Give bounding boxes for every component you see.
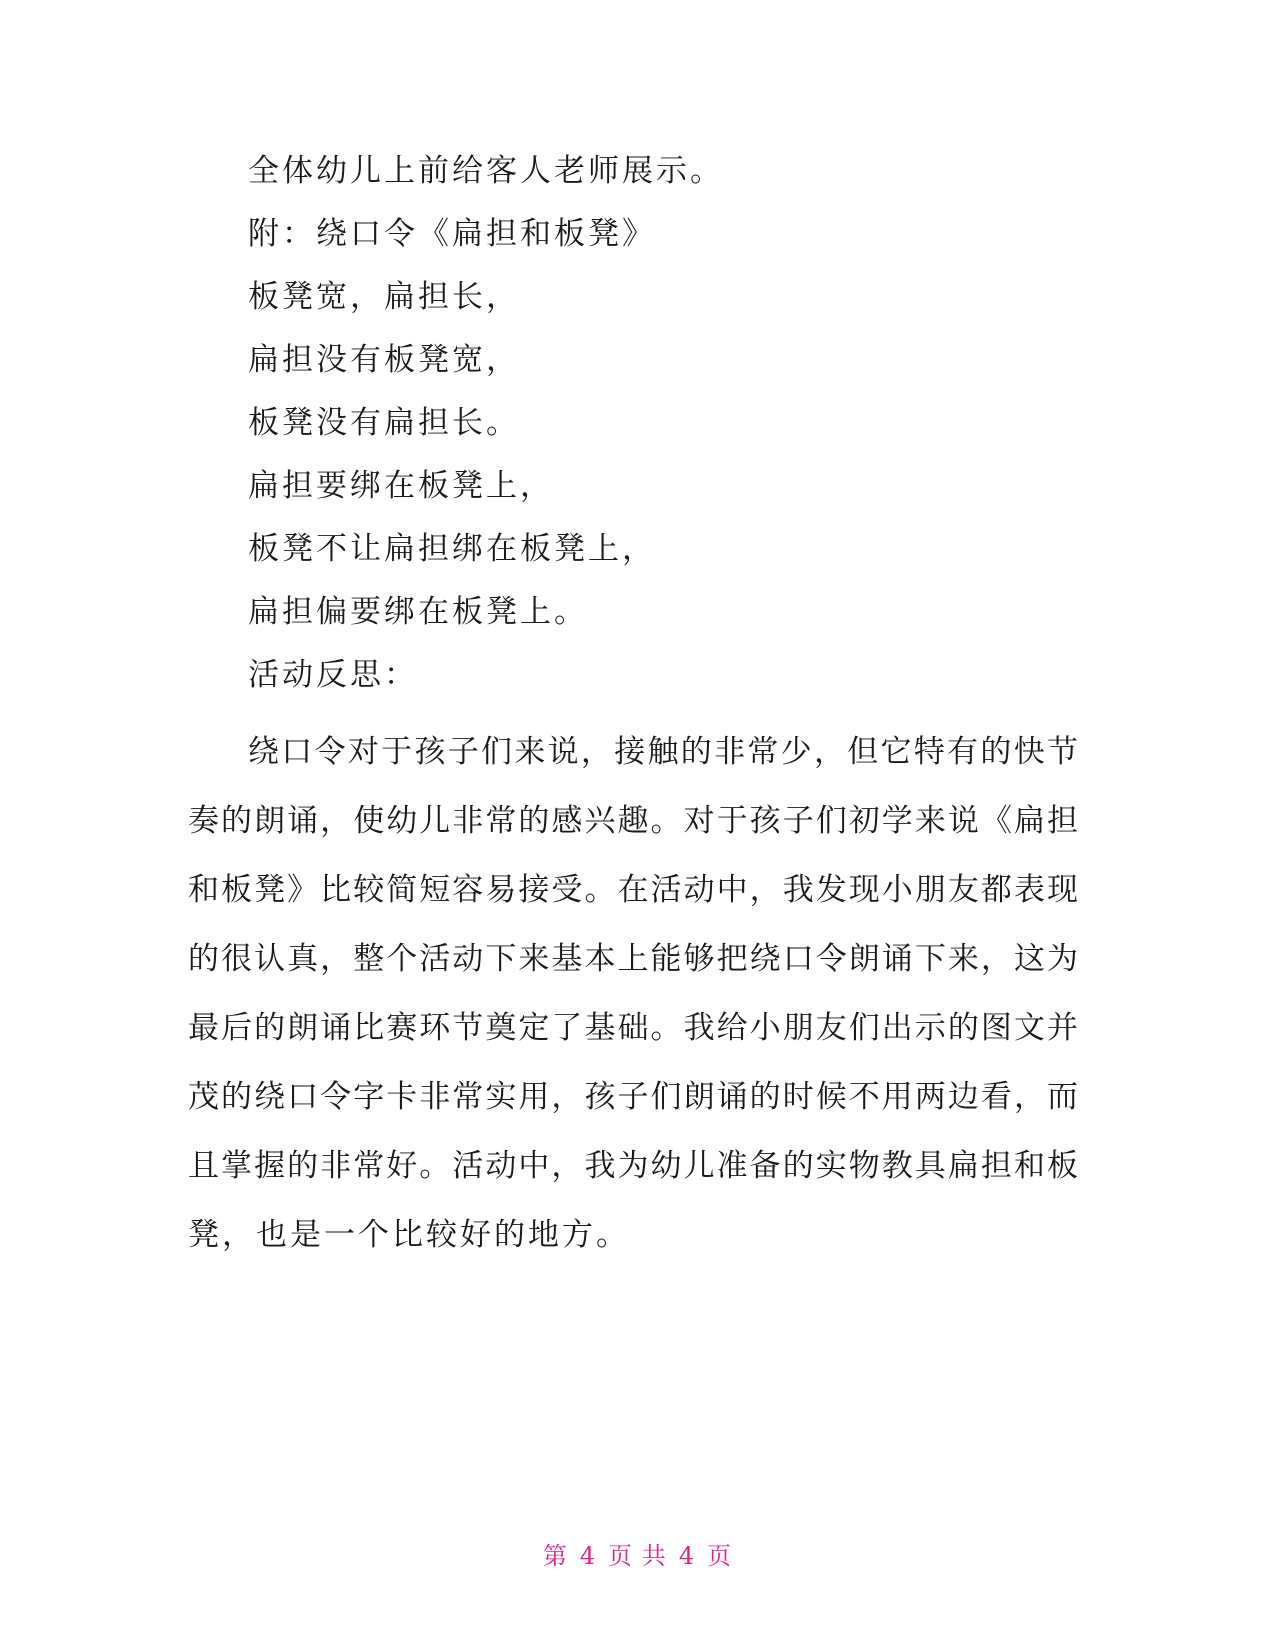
footer-prefix: 第 [542, 1542, 568, 1570]
text-line: 扁担没有板凳宽， [248, 342, 520, 378]
paragraph-line: 且掌握的非常好。活动中，我为幼儿准备的实物教具扁担和板 [188, 1148, 1078, 1184]
footer-suffix: 页 [707, 1542, 733, 1570]
paragraph-line: 奏的朗诵，使幼儿非常的感兴趣。对于孩子们初学来说《扁担 [188, 803, 1078, 839]
text-line: 板凳宽，扁担长， [248, 279, 520, 315]
paragraph-line: 绕口令对于孩子们来说，接触的非常少，但它特有的快节 [248, 734, 1078, 770]
text-line: 板凳没有扁担长。 [248, 405, 520, 441]
text-line: 扁担要绑在板凳上， [248, 468, 554, 504]
footer-current-page: 4 [579, 1542, 597, 1570]
reflection-paragraph [188, 718, 1078, 1270]
paragraph-line: 的很认真，整个活动下来基本上能够把绕口令朗诵下来，这为 [188, 941, 1078, 977]
paragraph-line: 凳，也是一个比较好的地方。 [188, 1217, 630, 1253]
footer-total-pages: 4 [678, 1542, 696, 1570]
text-line: 附：绕口令《扁担和板凳》 [248, 216, 656, 252]
paragraph-line: 茂的绕口令字卡非常实用，孩子们朗诵的时候不用两边看，而 [188, 1079, 1078, 1115]
paragraph-line: 和板凳》比较简短容易接受。在活动中，我发现小朋友都表现 [188, 872, 1078, 908]
section-heading: 活动反思： [248, 657, 418, 693]
text-line: 全体幼儿上前给客人老师展示。 [248, 153, 724, 189]
page-number-footer [0, 1536, 1275, 1571]
paragraph-line: 最后的朗诵比赛环节奠定了基础。我给小朋友们出示的图文并 [188, 1010, 1078, 1046]
text-line: 板凳不让扁担绑在板凳上， [248, 531, 656, 567]
text-line: 扁担偏要绑在板凳上。 [248, 594, 588, 630]
footer-mid: 页 共 [608, 1542, 667, 1570]
poem-block [248, 140, 1068, 707]
